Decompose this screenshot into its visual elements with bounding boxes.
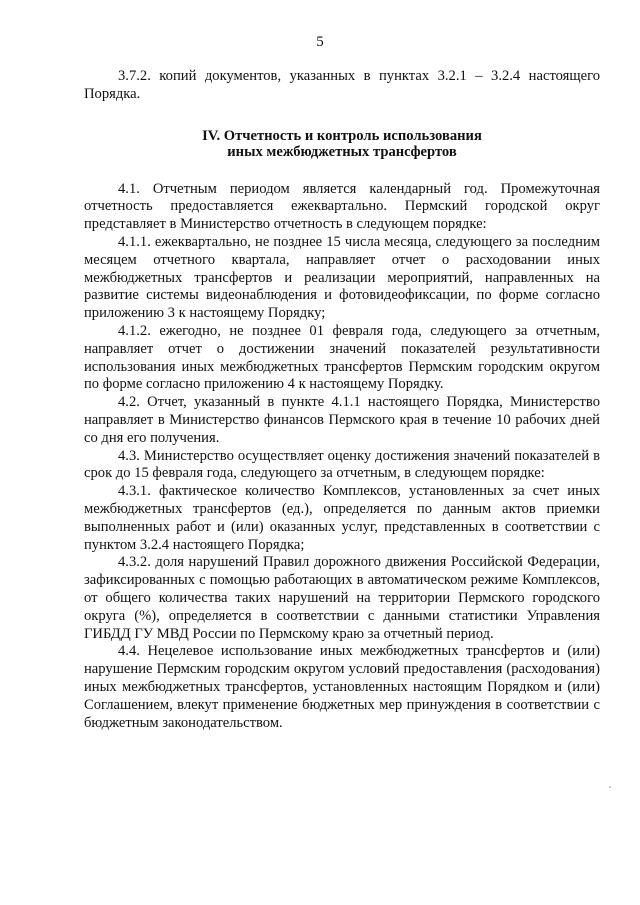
paragraph-4-3-1: 4.3.1. фактическое количество Комплексов, установленных за счет иных межбюджетных трансфертов (ед.), определяется по данным актов приемки выполненных работ и (или) оказанных услуг, представленных в соответствии с пунктом 3.2.4 настоящего Порядка; [84,483,600,553]
paragraph-4-3: 4.3. Министерство осуществляет оценку достижения значений показателей в срок до 15 февраля года, следующего за отчетным, в следующем порядке: [84,447,600,482]
page-number: 5 [316,34,324,50]
scan-speck [609,786,611,788]
document-body [84,68,600,732]
paragraph-4-1-2: 4.1.2. ежегодно, не позднее 01 февраля года, следующего за отчетным, направляет отчет о достижении значений показателей результативности использования иных межбюджетных трансфертов Пермским городским округом по форме согласно приложению 4 к настоящему Порядку. [84,322,600,393]
paragraph-4-1-1: 4.1.1. ежеквартально, не позднее 15 числа месяца, следующего за последним месяцем отчетного квартала, направляет отчет о расходовании иных межбюджетных трансфертов и реализации мероприятий, направленных на развитие системы видеонаблюдения и фотовидеофиксации, по форме согласно приложению 3 к настоящему Порядку; [84,233,600,322]
paragraph-4-2: 4.2. Отчет, указанный в пункте 4.1.1 настоящего Порядка, Министерство направляет в Министерство финансов Пермского края в течение 10 рабочих дней со дня его получения. [84,394,600,446]
paragraph-4-3-2: 4.3.2. доля нарушений Правил дорожного движения Российской Федерации, зафиксированных с помощью работающих в автоматическом режиме Комплексов, от общего количества таких нарушений на территории Пермского городского округа (%), определяется в соответствии с данными статистики Управления ГИБДД ГУ МВД России по Пермскому краю за отчетный период. [84,554,600,642]
paragraph-4-1: 4.1. Отчетным периодом является календарный год. Промежуточная отчетность предоставляется ежеквартально. Пермский городской округ представляет в Министерство отчетность в следующем порядке: [84,180,600,233]
section-heading [84,128,600,160]
section-heading-line-1: IV. Отчетность и контроль использования [202,127,482,144]
paragraph-4-4: 4.4. Нецелевое использование иных межбюджетных трансфертов и (или) нарушение Пермским городским округом условий предоставления (расходования) иных межбюджетных трансфертов, установленных настоящим Порядком и (или) Соглашением, влекут применение бюджетных мер принуждения в соответствии с бюджетным законодательством. [84,643,600,731]
section-heading-line-2: иных межбюджетных трансфертов [227,143,457,160]
paragraph-3-7-2: 3.7.2. копий документов, указанных в пунктах 3.2.1 – 3.2.4 настоящего Порядка. [84,68,600,102]
